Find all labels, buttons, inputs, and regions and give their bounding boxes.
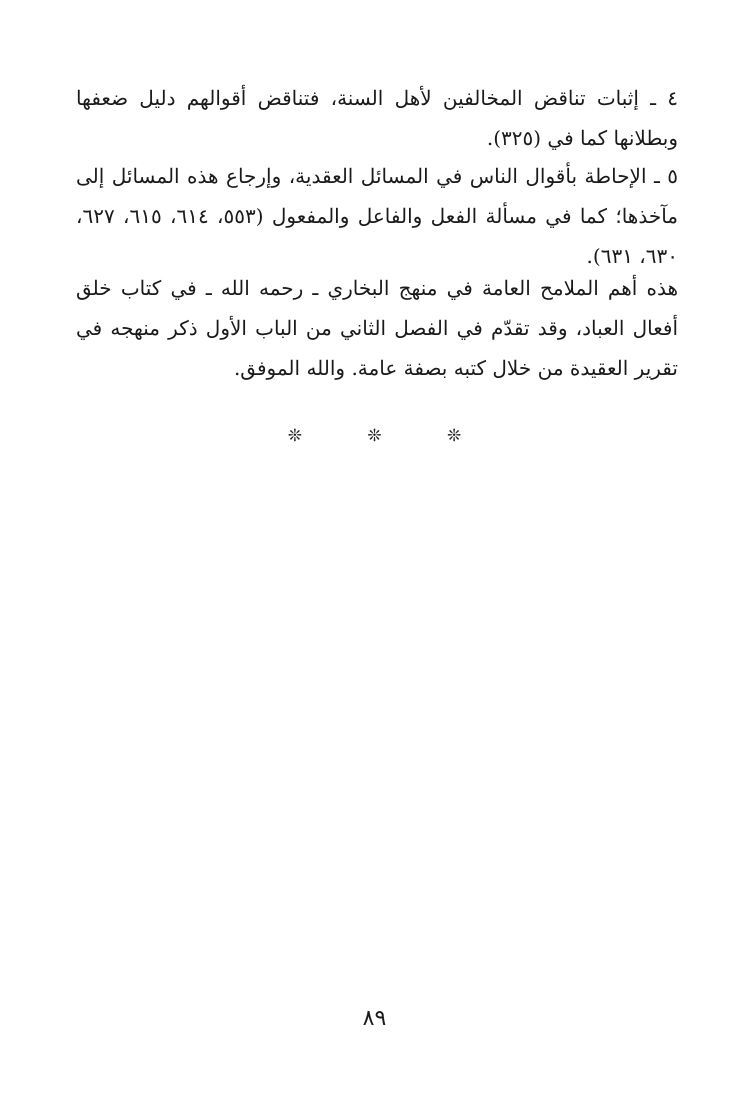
section-separator: ❊ ❊ ❊ [287, 426, 492, 446]
paragraph-conclusion: هذه أهم الملامح العامة في منهج البخاري ـ رحمه الله ـ في كتاب خلق أفعال العباد، وقد تقدّم في الفصل الثاني من الباب الأول ذكر منهجه في تقرير العقيدة من خلال كتبه بصفة عامة. والله الموفق. [76, 276, 678, 380]
paragraph-item-5: ٥ ـ الإحاطة بأقوال الناس في المسائل العقدية، وإرجاع هذه المسائل إلى مآخذها؛ كما في مسألة الفعل والفاعل والمفعول (٥٥٣، ٦١٤، ٦١٥، ٦٢٧، ٦٣٠، ٦٣١). [76, 164, 679, 268]
page-number: ٨٩ [362, 1006, 387, 1031]
paragraph-item-4: ٤ ـ إثبات تناقض المخالفين لأهل السنة، فتناقض أقوالهم دليل ضعفها وبطلانها كما في (٣٢٥). [76, 86, 678, 150]
